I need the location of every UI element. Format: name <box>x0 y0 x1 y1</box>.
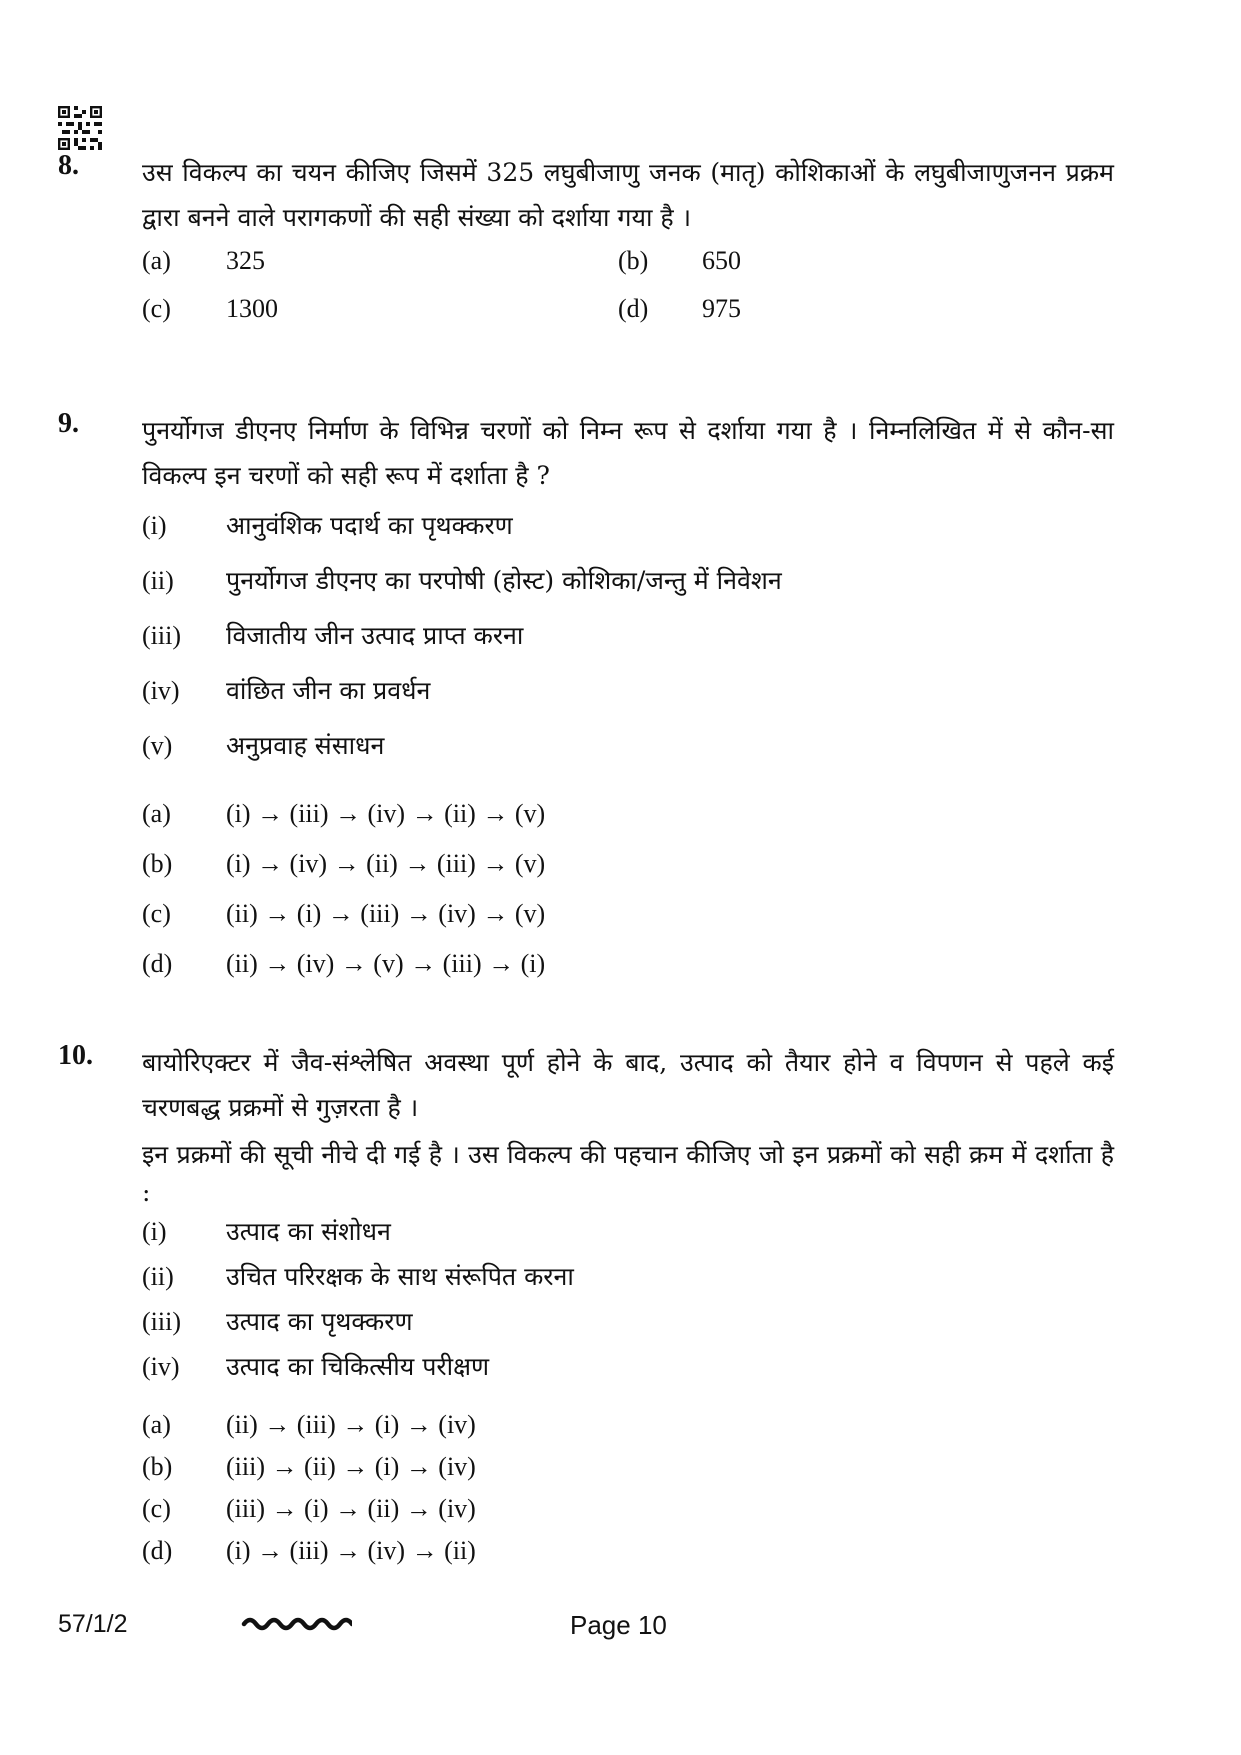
option-text: (i) → (iii) → (iv) → (ii) → (v) <box>226 799 546 828</box>
question-stem: बायोरिएक्टर में जैव-संश्लेषित अवस्था पूर्ण होने के बाद, उत्पाद को तैयार होने व विपणन से पहले कई चरणबद्ध प्रक्रमों से गुज़रता है । <box>142 1048 1114 1122</box>
option-d <box>618 294 1018 340</box>
question-stem: पुनर्योगज डीएनए निर्माण के विभिन्न चरणों को निम्न रूप से दर्शाया गया है । निम्नलिखित में से कौन-सा विकल्प इन चरणों को सही रूप में दर्शाता है ? <box>142 416 1114 490</box>
option-text: (iii) → (i) → (ii) → (iv) <box>226 1494 476 1523</box>
option-c <box>142 899 1114 949</box>
step-text: पुनर्योगज डीएनए का परपोषी (होस्ट) कोशिका/जन्तु में निवेशन <box>226 566 782 595</box>
question-instruction: इन प्रक्रमों की सूची नीचे दी गई है । उस विकल्प की पहचान कीजिए जो इन प्रक्रमों को सही क्रम में दर्शाता है : <box>142 1140 1114 1207</box>
question-8 <box>58 150 1118 340</box>
option-a <box>142 799 1114 849</box>
step-text: आनुवंशिक पदार्थ का पृथक्करण <box>226 511 513 540</box>
option-label: (d) <box>142 949 173 978</box>
question-stem: उस विकल्प का चयन कीजिए जिसमें 325 लघुबीजाणु जनक (मातृ) कोशिकाओं के लघुबीजाणुजनन प्रक्रम द्वारा बनने वाले परागकणों की सही संख्या को दर्शाया गया है । <box>142 158 1114 232</box>
wave-ornament-icon <box>240 1602 352 1642</box>
step-label: (iii) <box>142 621 181 650</box>
question-number: 9. <box>58 408 79 439</box>
step-text: उत्पाद का पृथक्करण <box>226 1307 413 1336</box>
option-text: 1300 <box>226 294 278 323</box>
option-d <box>142 949 1114 999</box>
step-text: वांछित जीन का प्रवर्धन <box>226 676 431 705</box>
option-text: (iii) → (ii) → (i) → (iv) <box>226 1452 476 1481</box>
option-text: (ii) → (i) → (iii) → (iv) → (v) <box>226 899 546 928</box>
step-label: (iii) <box>142 1307 181 1336</box>
step-label: (ii) <box>142 1262 174 1291</box>
option-b <box>142 849 1114 899</box>
step-label: (iv) <box>142 1352 180 1381</box>
option-label: (b) <box>142 849 173 878</box>
option-label: (a) <box>142 799 171 828</box>
option-b <box>142 1452 1114 1494</box>
option-c <box>142 294 618 340</box>
option-label: (d) <box>618 294 649 323</box>
option-text: 650 <box>702 246 741 275</box>
step-text: उत्पाद का चिकित्सीय परीक्षण <box>226 1352 490 1381</box>
step-label: (iv) <box>142 676 180 705</box>
option-label: (a) <box>142 246 171 275</box>
options <box>142 246 1114 340</box>
option-text: (ii) → (iii) → (i) → (iv) <box>226 1410 476 1439</box>
step-label: (v) <box>142 731 173 760</box>
qr-code-icon <box>58 106 102 150</box>
option-label: (b) <box>618 246 649 275</box>
option-text: (ii) → (iv) → (v) → (iii) → (i) <box>226 949 546 978</box>
list-item <box>142 618 1114 673</box>
step-text: विजातीय जीन उत्पाद प्राप्त करना <box>226 621 524 650</box>
paper-code: 57/1/2 <box>58 1610 128 1638</box>
step-label: (i) <box>142 1217 167 1246</box>
option-text: (i) → (iii) → (iv) → (ii) <box>226 1536 476 1565</box>
option-a <box>142 1410 1114 1452</box>
page-number: Page 10 <box>570 1610 667 1640</box>
question-9 <box>58 408 1118 999</box>
option-text: 325 <box>226 246 265 275</box>
question-number: 10. <box>58 1040 93 1071</box>
step-list <box>142 508 1114 783</box>
option-d <box>142 1536 1114 1578</box>
option-label: (c) <box>142 899 171 928</box>
step-text: अनुप्रवाह संसाधन <box>226 731 385 760</box>
list-item <box>142 563 1114 618</box>
list-item <box>142 673 1114 728</box>
step-label: (i) <box>142 511 167 540</box>
option-text: 975 <box>702 294 741 323</box>
option-b <box>618 246 1018 292</box>
question-number: 8. <box>58 150 79 181</box>
option-label: (c) <box>142 294 171 323</box>
step-text: उत्पाद का संशोधन <box>226 1217 391 1246</box>
option-label: (a) <box>142 1410 171 1439</box>
step-label: (ii) <box>142 566 174 595</box>
list-item <box>142 508 1114 563</box>
option-c <box>142 1494 1114 1536</box>
options <box>142 1410 1114 1578</box>
options <box>142 799 1114 999</box>
option-a <box>142 246 618 292</box>
option-text: (i) → (iv) → (ii) → (iii) → (v) <box>226 849 546 878</box>
page-footer <box>58 1610 1118 1650</box>
list-item <box>142 1349 1114 1394</box>
option-label: (d) <box>142 1536 173 1565</box>
step-text: उचित परिरक्षक के साथ संरूपित करना <box>226 1262 574 1291</box>
list-item <box>142 1259 1114 1304</box>
option-label: (c) <box>142 1494 171 1523</box>
list-item <box>142 1304 1114 1349</box>
list-item <box>142 1214 1114 1259</box>
option-label: (b) <box>142 1452 173 1481</box>
step-list <box>142 1214 1114 1394</box>
list-item <box>142 728 1114 783</box>
question-10 <box>58 1040 1118 1578</box>
